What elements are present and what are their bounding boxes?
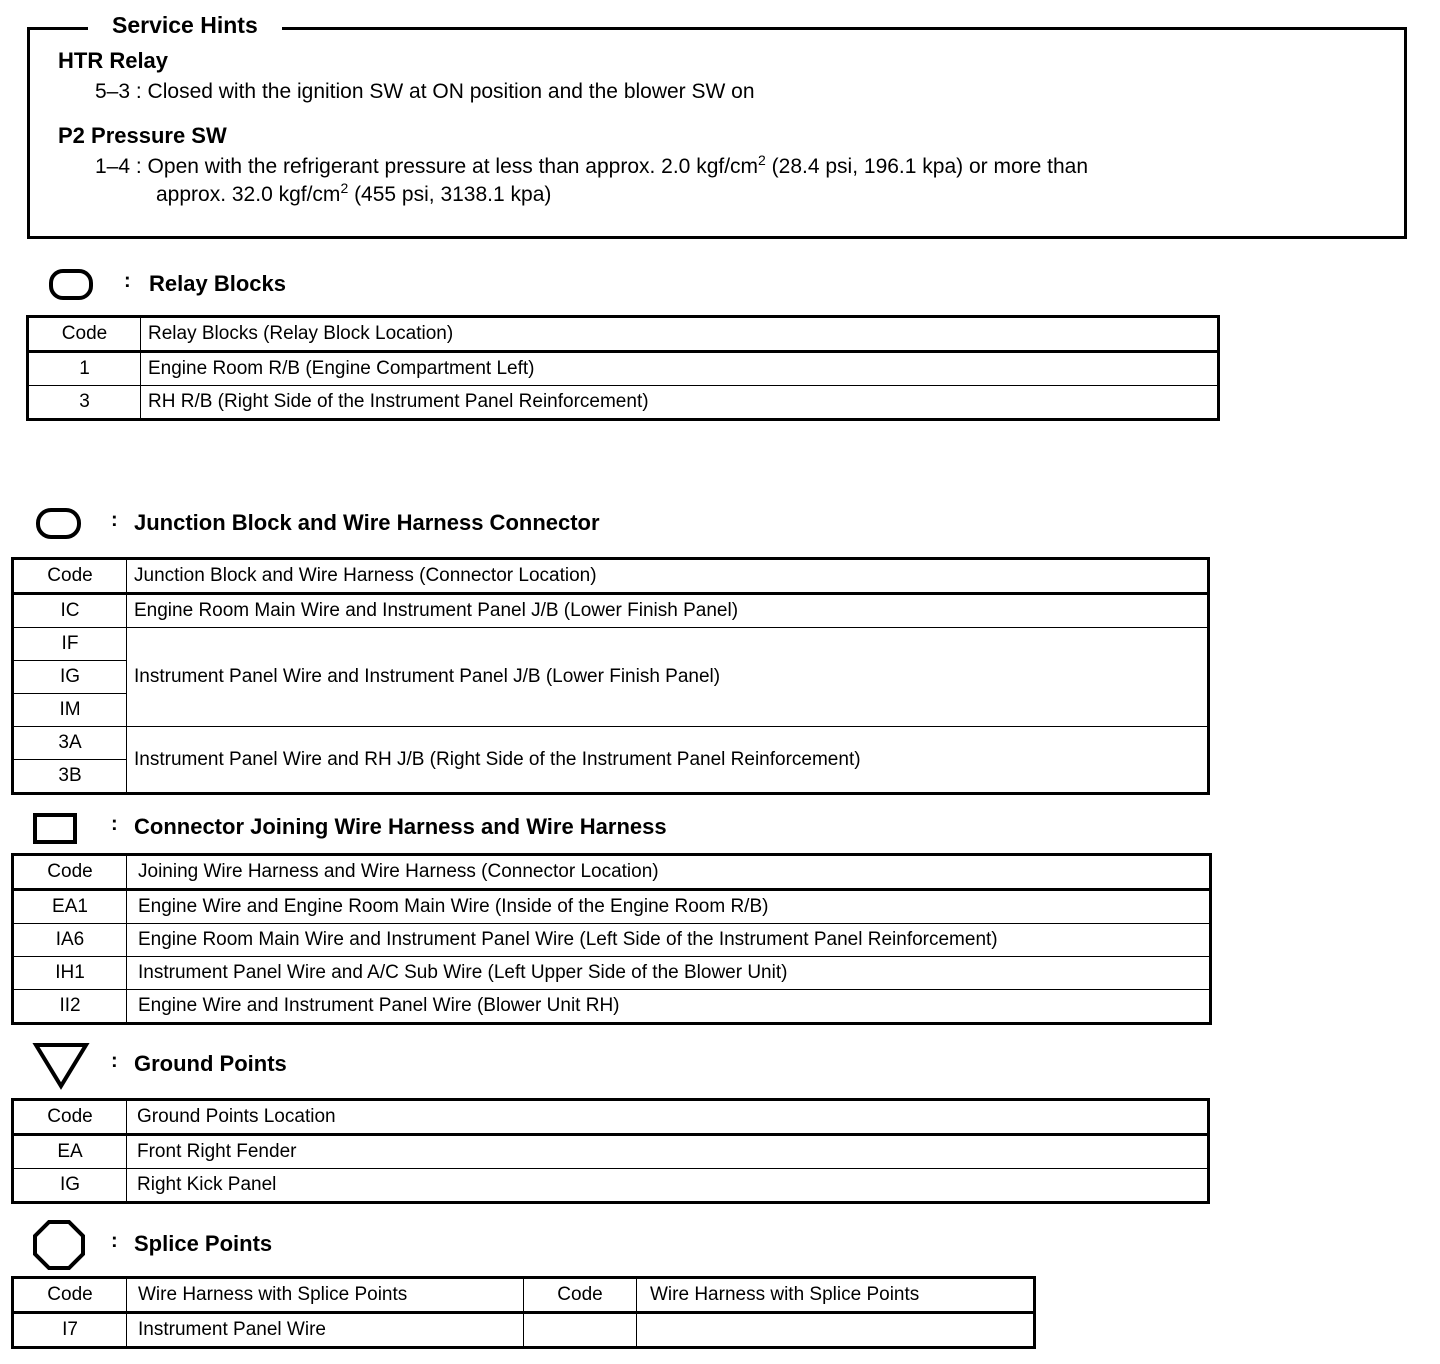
row-code: IH1 bbox=[13, 957, 127, 990]
table-row bbox=[13, 1169, 1209, 1203]
table-row bbox=[13, 990, 1211, 1024]
header-desc: Joining Wire Harness and Wire Harness (Connector Location) bbox=[127, 855, 1211, 890]
row-desc: Engine Wire and Instrument Panel Wire (Blower Unit RH) bbox=[127, 990, 1211, 1024]
p2-text-1b: (28.4 psi, 196.1 kpa) or more than bbox=[765, 155, 1089, 178]
colon: : bbox=[111, 509, 118, 531]
table-header-row bbox=[28, 317, 1219, 352]
row-desc: RH R/B (Right Side of the Instrument Panel Reinforcement) bbox=[141, 386, 1219, 420]
ground-points-table bbox=[11, 1098, 1210, 1204]
junction-blocks-title: Junction Block and Wire Harness Connector bbox=[134, 510, 600, 535]
table-row bbox=[13, 727, 1209, 760]
row-desc-2 bbox=[637, 1313, 1035, 1348]
row-desc: Engine Room R/B (Engine Compartment Left) bbox=[141, 352, 1219, 386]
relay-blocks-title: Relay Blocks bbox=[149, 271, 286, 296]
p2-hint-line1 bbox=[95, 152, 1089, 179]
row-code: IG bbox=[13, 1169, 127, 1203]
p2-hint-line2 bbox=[156, 180, 552, 207]
row-code: IA6 bbox=[13, 924, 127, 957]
table-row bbox=[28, 386, 1219, 420]
header-code: Code bbox=[13, 559, 127, 594]
colon: : bbox=[124, 270, 131, 292]
htr-relay-hint bbox=[95, 80, 755, 104]
p2-pins: 1–4 bbox=[95, 155, 131, 178]
header-code: Code bbox=[28, 317, 141, 352]
colon: : bbox=[111, 1230, 118, 1252]
table-header-row bbox=[13, 1100, 1209, 1135]
relay-blocks-table bbox=[26, 315, 1220, 421]
row-code-2 bbox=[524, 1313, 637, 1348]
header-desc-2: Wire Harness with Splice Points bbox=[637, 1278, 1035, 1313]
table-header-row bbox=[13, 855, 1211, 890]
table-row bbox=[13, 594, 1209, 628]
row-code: I7 bbox=[13, 1313, 127, 1348]
junction-blocks-table bbox=[11, 557, 1210, 795]
p2-text-1a: : Open with the refrigerant pressure at less than approx. 2.0 kgf/cm bbox=[135, 155, 759, 178]
row-code: IC bbox=[13, 594, 127, 628]
connectors-title: Connector Joining Wire Harness and Wire Harness bbox=[134, 814, 667, 839]
splice-point-icon bbox=[32, 1219, 86, 1271]
header-code: Code bbox=[13, 1100, 127, 1135]
row-desc: Engine Wire and Engine Room Main Wire (Inside of the Engine Room R/B) bbox=[127, 890, 1211, 924]
row-code: 3 bbox=[28, 386, 141, 420]
row-code: EA bbox=[13, 1135, 127, 1169]
connectors-table bbox=[11, 853, 1212, 1025]
superscript: 2 bbox=[340, 180, 349, 196]
htr-relay-heading: HTR Relay bbox=[58, 48, 169, 73]
row-desc: Instrument Panel Wire and RH J/B (Right Side of the Instrument Panel Reinforcement) bbox=[127, 727, 1209, 794]
ground-points-title: Ground Points bbox=[134, 1051, 287, 1076]
relay-block-icon bbox=[48, 268, 94, 302]
table-row bbox=[13, 924, 1211, 957]
header-desc: Wire Harness with Splice Points bbox=[127, 1278, 524, 1313]
table-row bbox=[28, 352, 1219, 386]
row-desc: Instrument Panel Wire and Instrument Panel J/B (Lower Finish Panel) bbox=[127, 628, 1209, 727]
table-row bbox=[13, 890, 1211, 924]
splice-points-table bbox=[11, 1276, 1036, 1349]
header-desc: Relay Blocks (Relay Block Location) bbox=[141, 317, 1219, 352]
row-desc: Instrument Panel Wire and A/C Sub Wire (Left Upper Side of the Blower Unit) bbox=[127, 957, 1211, 990]
header-code: Code bbox=[13, 1278, 127, 1313]
superscript: 2 bbox=[758, 152, 766, 168]
row-code: 1 bbox=[28, 352, 141, 386]
htr-relay-pins: 5–3 bbox=[95, 80, 131, 103]
table-header-row bbox=[13, 1278, 1035, 1313]
junction-block-icon bbox=[35, 507, 83, 541]
row-code: IG bbox=[13, 661, 127, 694]
row-desc: Instrument Panel Wire bbox=[127, 1313, 524, 1348]
p2-text-2b: (455 psi, 3138.1 kpa) bbox=[348, 183, 552, 206]
row-code: 3B bbox=[13, 760, 127, 794]
colon: : bbox=[111, 1050, 118, 1072]
header-code-2: Code bbox=[524, 1278, 637, 1313]
header-code: Code bbox=[13, 855, 127, 890]
ground-point-icon bbox=[32, 1041, 90, 1091]
row-code: II2 bbox=[13, 990, 127, 1024]
row-code: 3A bbox=[13, 727, 127, 760]
p2-text-2a: approx. 32.0 kgf/cm bbox=[156, 183, 341, 206]
service-hints-box bbox=[27, 27, 1407, 239]
header-desc: Junction Block and Wire Harness (Connector Location) bbox=[127, 559, 1209, 594]
row-desc: Right Kick Panel bbox=[127, 1169, 1209, 1203]
row-code: IM bbox=[13, 694, 127, 727]
connector-icon bbox=[32, 812, 78, 846]
row-desc: Front Right Fender bbox=[127, 1135, 1209, 1169]
header-desc: Ground Points Location bbox=[127, 1100, 1209, 1135]
row-desc: Engine Room Main Wire and Instrument Panel Wire (Left Side of the Instrument Panel Reinforcement) bbox=[127, 924, 1211, 957]
p2-heading: P2 Pressure SW bbox=[58, 123, 227, 148]
row-code: IF bbox=[13, 628, 127, 661]
row-desc: Engine Room Main Wire and Instrument Panel J/B (Lower Finish Panel) bbox=[127, 594, 1209, 628]
htr-relay-text: : Closed with the ignition SW at ON position and the blower SW on bbox=[135, 80, 755, 103]
colon: : bbox=[111, 813, 118, 835]
table-header-row bbox=[13, 559, 1209, 594]
table-row bbox=[13, 957, 1211, 990]
splice-points-title: Splice Points bbox=[134, 1231, 273, 1256]
table-row bbox=[13, 1313, 1035, 1348]
row-code: EA1 bbox=[13, 890, 127, 924]
table-row bbox=[13, 1135, 1209, 1169]
service-hints-title: Service Hints bbox=[88, 12, 282, 38]
table-row bbox=[13, 628, 1209, 661]
